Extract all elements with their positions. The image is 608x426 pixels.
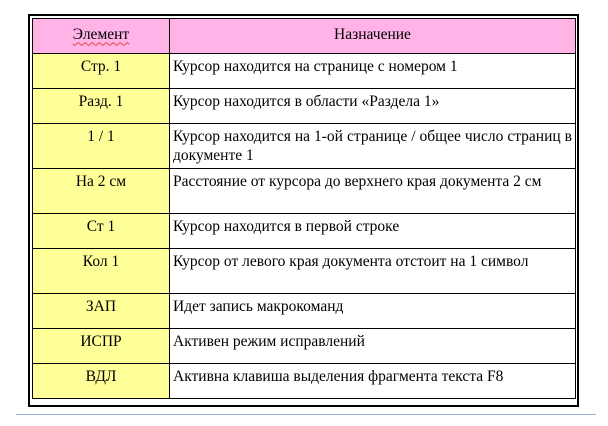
table-row [33, 329, 576, 364]
purpose-cell: Активен режим исправлений [170, 329, 576, 364]
element-cell: Разд. 1 [33, 89, 170, 124]
element-cell: На 2 см [33, 169, 170, 214]
table-row [33, 124, 576, 169]
purpose-cell: Курсор находится на 1-ой странице / общее число страниц в документе 1 [170, 124, 576, 169]
element-cell: Ст 1 [33, 214, 170, 249]
status-bar-elements-table [32, 18, 576, 399]
element-cell: Кол 1 [33, 249, 170, 294]
table-row [33, 54, 576, 89]
table-row [33, 169, 576, 214]
purpose-cell: Расстояние от курсора до верхнего края документа 2 см [170, 169, 576, 214]
purpose-cell: Курсор находится в первой строке [170, 214, 576, 249]
page-divider [16, 414, 596, 415]
table-row [33, 249, 576, 294]
purpose-cell: Курсор находится на странице с номером 1 [170, 54, 576, 89]
table-row [33, 364, 576, 399]
element-cell: 1 / 1 [33, 124, 170, 169]
element-cell: ВДЛ [33, 364, 170, 399]
purpose-cell: Курсор от левого края документа отстоит на 1 символ [170, 249, 576, 294]
element-cell: ИСПР [33, 329, 170, 364]
element-cell: Стр. 1 [33, 54, 170, 89]
table-row [33, 294, 576, 329]
table-row [33, 89, 576, 124]
header-purpose: Назначение [170, 19, 576, 54]
purpose-cell: Идет запись макрокоманд [170, 294, 576, 329]
table-header-row [33, 19, 576, 54]
purpose-cell: Курсор находится в области «Раздела 1» [170, 89, 576, 124]
element-cell: ЗАП [33, 294, 170, 329]
table-row [33, 214, 576, 249]
purpose-cell: Активна клавиша выделения фрагмента текста F8 [170, 364, 576, 399]
header-element: Элемент [33, 19, 170, 54]
